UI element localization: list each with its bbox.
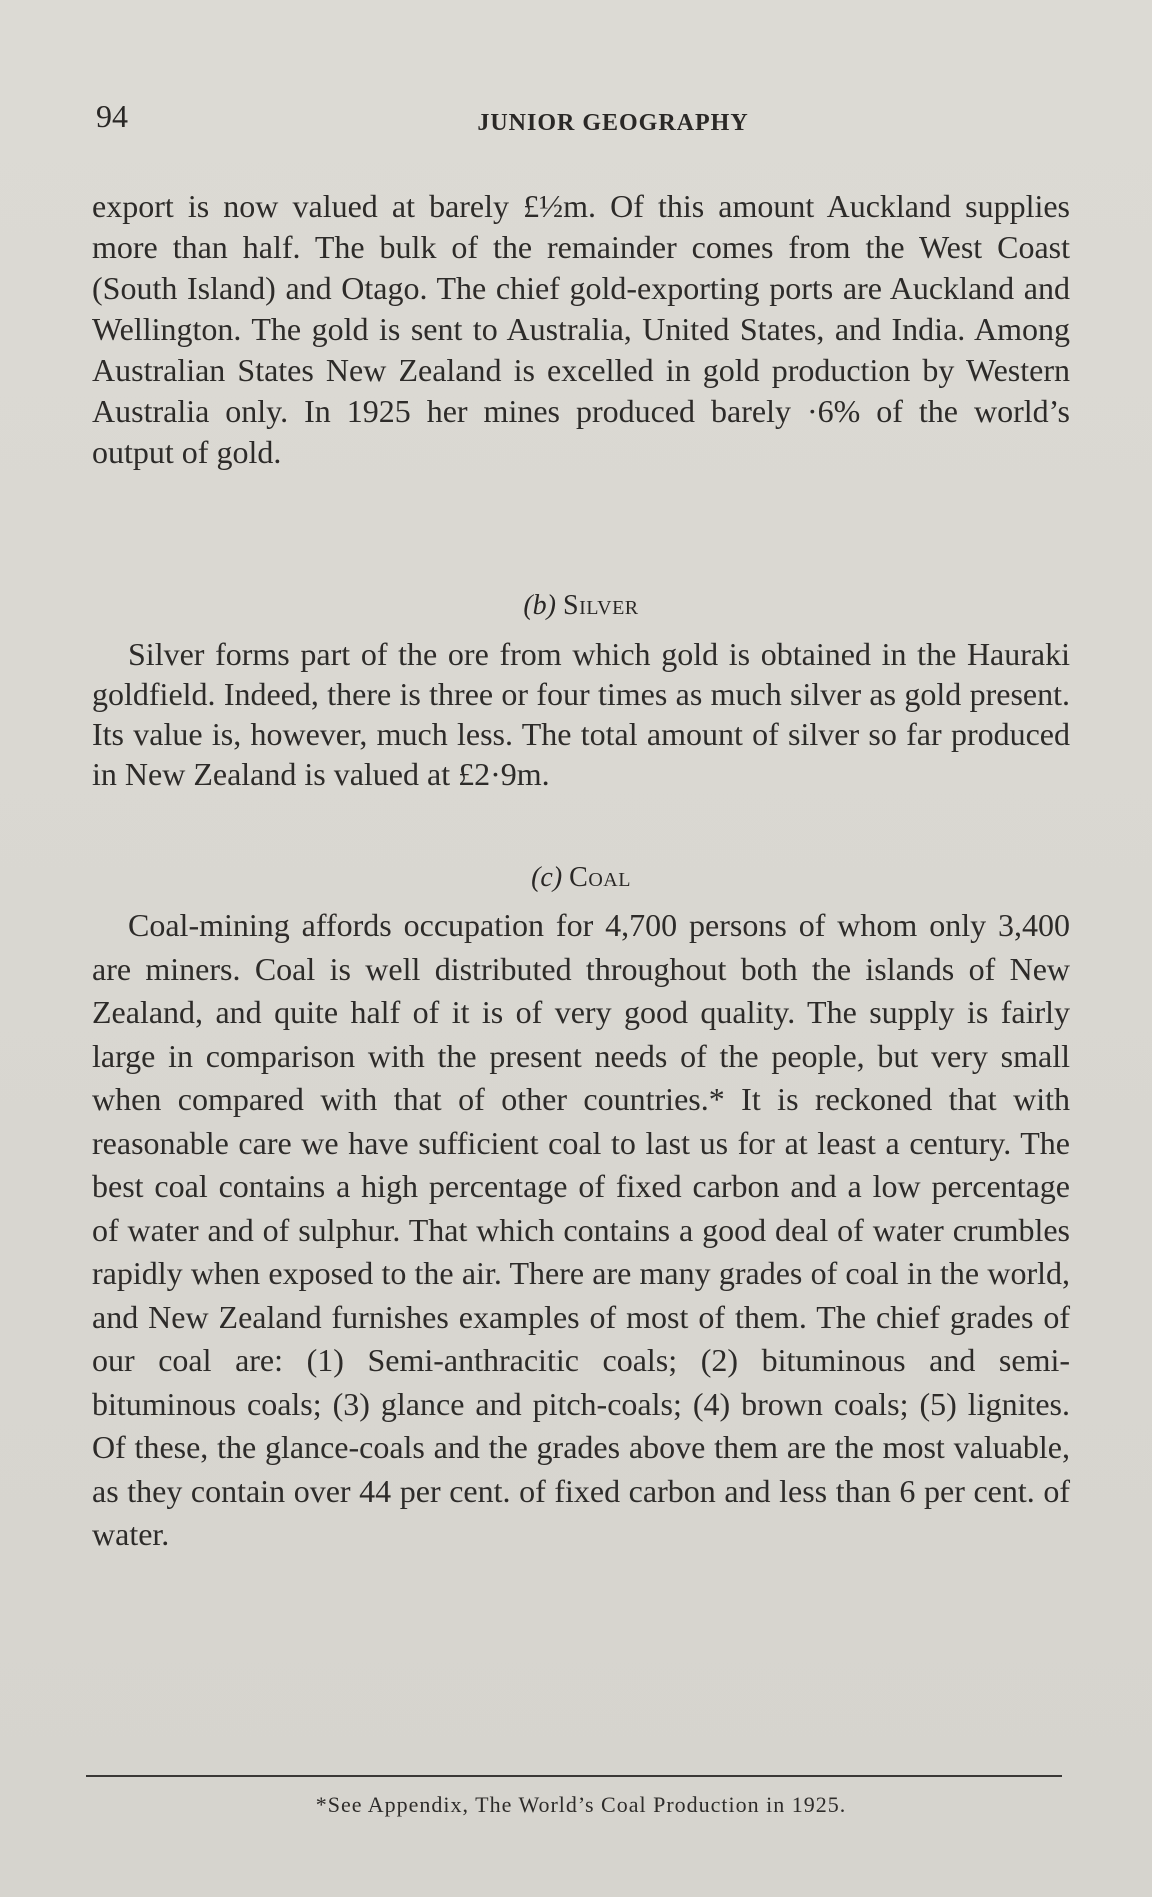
gold-paragraph-text: export is now valued at barely £½m. Of this amount Auckland supplies more than half. The bulk of the remainder comes from the West Coast (South Island) and Otago. The chief gold-exporting ports are Auckland and Wellington. The gold is sent to Australia, United States, and India. Among Australian States New Zealand is excelled in gold production by Western Australia only. In 1925 her mines produced barely ·6% of the world’s output of gold. [92,188,1070,470]
section-heading-silver [92,590,1070,622]
section-label-c: (c) [531,862,563,893]
gold-continuation-paragraph [92,186,1070,473]
footnote-divider [86,1775,1062,1777]
section-title-silver: Silver [563,590,639,621]
running-title: JUNIOR GEOGRAPHY [477,110,749,136]
section-heading-coal [92,862,1070,894]
running-head [96,98,1070,144]
coal-paragraph [92,904,1070,1557]
silver-paragraph-text: Silver forms part of the ore from which gold is obtained in the Hauraki goldfield. Indeed, there is three or four times as much silver as gold present. Its value is, however, much less. The total amount of silver so far produced in New Zealand is valued at £2·9m. [92,636,1070,792]
silver-paragraph [92,634,1070,794]
section-title-coal: Coal [569,862,631,893]
page-number: 94 [96,98,128,134]
footnote: *See Appendix, The World’s Coal Production in 1925. [315,1792,847,1817]
coal-paragraph-text: Coal-mining affords occupation for 4,700 persons of whom only 3,400 are miners. Coal is well distributed throughout both the islands of New Zealand, and quite half of it is of very good quality. The supply is fairly large in comparison with the present needs of the people, but very small when compared with that of other countries.* It is reckoned that with reasonable care we have sufficient coal to last us for at least a century. The best coal contains a high percentage of fixed carbon and a low percentage of water and of sulphur. That which contains a good deal of water crumbles rapidly when exposed to the air. There are many grades of coal in the world, and New Zealand furnishes examples of most of them. The chief grades of our coal are: (1) Semi-anthracitic coals; (2) bituminous and semi-bituminous coals; (3) glance and pitch-coals; (4) brown coals; (5) lignites. Of these, the glance-coals and the grades above them are the most valuable, as they contain over 44 per cent. of fixed carbon and less than 6 per cent. of water. [92,907,1070,1552]
section-label-b: (b) [523,590,557,621]
